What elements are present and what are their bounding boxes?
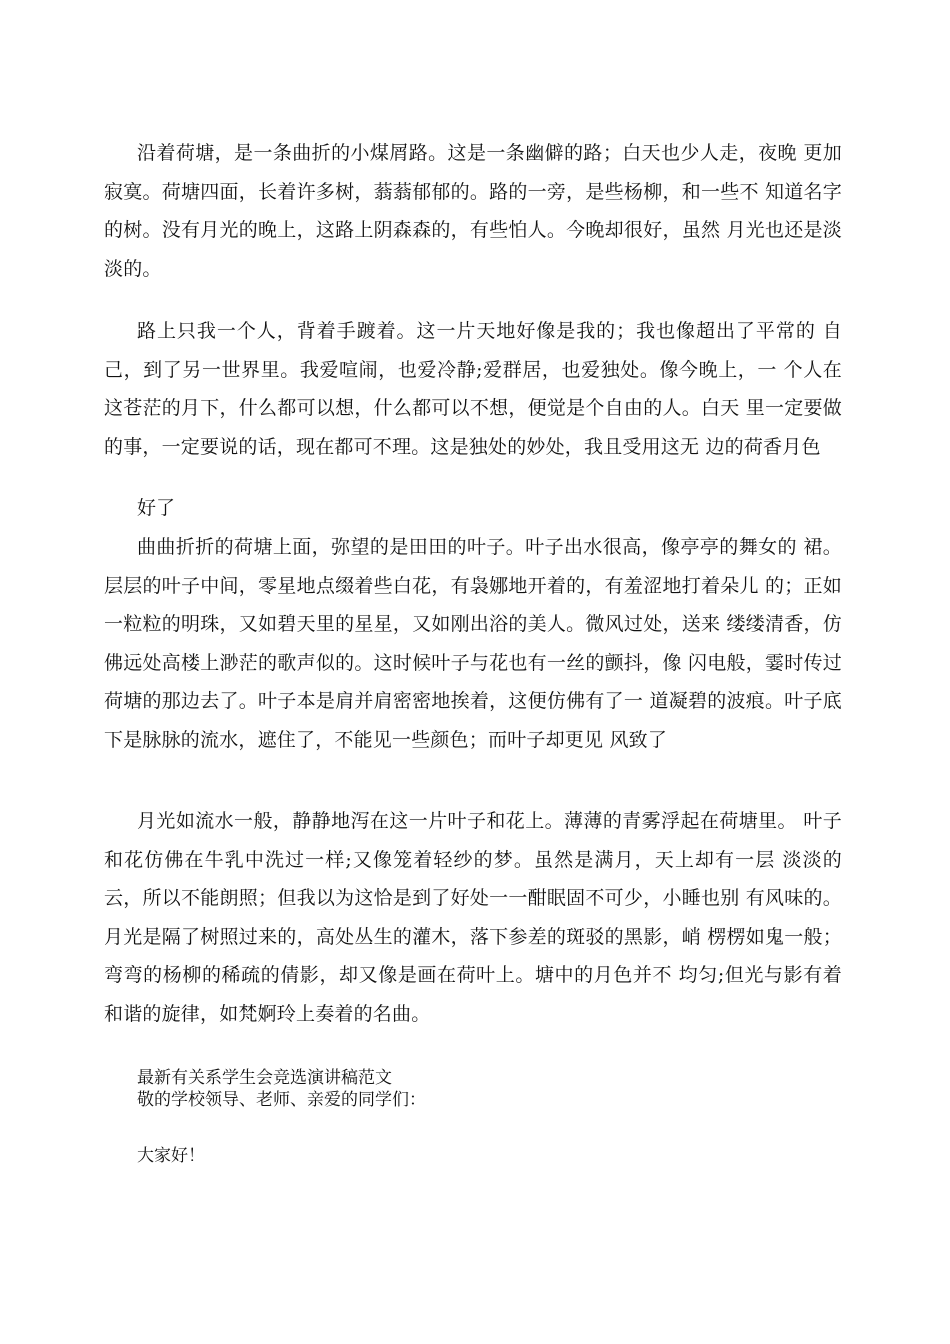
paragraph-alone-walk: 路上只我一个人，背着手踱着。这一片天地好像是我的；我也像超出了平常的 自己，到了另一世界里。我爱喧闹，也爱冷静;爱群居，也爱独处。像今晚上，一 个人在这苍茫的月下，什么都可以想，什么都可以不想，便觉是个自由的人。白天 里一定要做的事，一定要说的话，现在都可不理。这是独处的妙处，我且受用这无 边的荷香月色 bbox=[104, 320, 842, 458]
paragraph-lotus-leaves: 曲曲折折的荷塘上面，弥望的是田田的叶子。叶子出水很高，像亭亭的舞女的 裙。层层的叶子中间，零星地点缀着些白花，有袅娜地开着的，有羞涩地打着朵儿 的；正如一粒粒的明珠，又如碧天里的星星，又如刚出浴的美人。微风过处，送来 缕缕清香，仿佛远处高楼上渺茫的歌声似的。这时候叶子与花也有一丝的颤抖，像 闪电般，霎时传过荷塘的那边去了。叶子本是肩并肩密密地挨着，这便仿佛有了一 道凝碧的波痕。叶子底下是脉脉的流水，遮住了，不能见一些颜色；而叶子却更见 风致了 bbox=[104, 536, 842, 751]
speech-hello: 大家好！ bbox=[137, 1146, 205, 1166]
speech-title: 最新有关系学生会竞选演讲稿范文 bbox=[137, 1068, 392, 1088]
paragraph-lotus-path: 沿着荷塘，是一条曲折的小煤屑路。这是一条幽僻的路；白天也少人走，夜晚 更加寂寞。荷塘四面，长着许多树，蓊蓊郁郁的。路的一旁，是些杨柳，和一些不 知道名字的树。没有月光的晚上，这路上阴森森的，有些怕人。今晚却很好，虽然 月光也还是淡淡的。 bbox=[104, 142, 842, 280]
paragraph-moonlight: 月光如流水一般，静静地泻在这一片叶子和花上。薄薄的青雾浮起在荷塘里。 叶子和花仿佛在牛乳中洗过一样;又像笼着轻纱的梦。虽然是满月，天上却有一层 淡淡的云，所以不能朗照；但我以为这恰是到了好处一一酣眠固不可少，小睡也别 有风味的。月光是隔了树照过来的，高处丛生的灌木，落下参差的斑驳的黑影，峭 楞楞如鬼一般；弯弯的杨柳的稀疏的倩影，却又像是画在荷叶上。塘中的月色并不 均匀;但光与影有着和谐的旋律，如梵婀玲上奏着的名曲。 bbox=[104, 810, 842, 1025]
paragraph-trailing-line: 好了 bbox=[137, 497, 176, 519]
speech-greeting: 敬的学校领导、老师、亲爱的同学们： bbox=[137, 1090, 426, 1110]
